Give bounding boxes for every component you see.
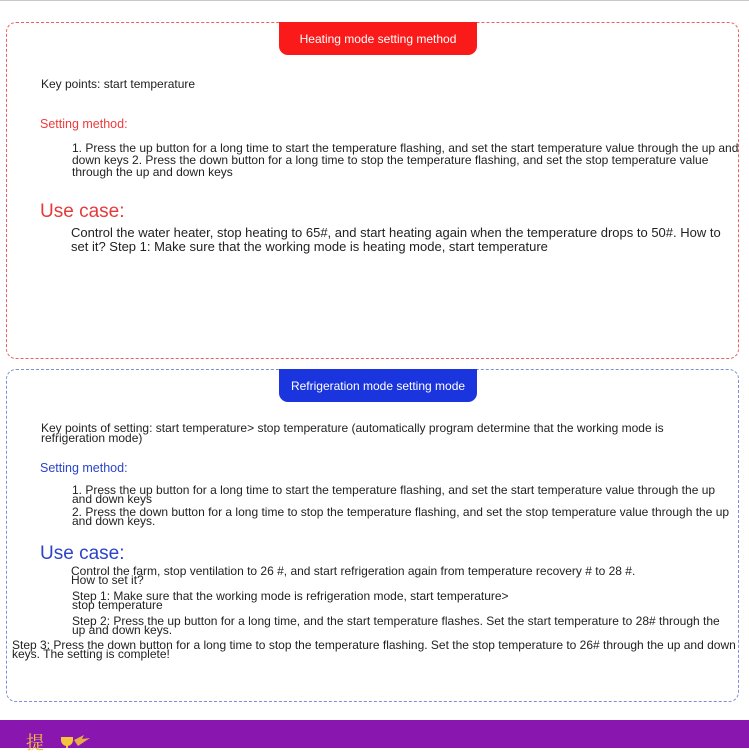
trophy-icon (58, 734, 92, 748)
refrigeration-key-points: Key points of setting: start temperature> stop temperature (automatically program determine that the working mode is refrigeration mode) (41, 421, 664, 445)
refrigeration-case-step-3: Step 3: Press the down button for a long time to stop the temperature flashing. Set the stop temperature to 26# through the up and down keys. The setting is complete! (12, 638, 736, 661)
refrigeration-mode-panel (6, 369, 739, 702)
heating-setting-method-label: Setting method: (40, 117, 128, 131)
heating-use-case-text: Control the water heater, stop heating to 65#, and start heating again when the temperature drops to 50#. How to set it? Step 1: Make sure that the working mode is heating mode, start temperature (71, 225, 721, 254)
bottom-bar-glyph: 提 (26, 733, 44, 754)
refrigeration-setting-method-label: Setting method: (40, 461, 128, 475)
refrigeration-mode-title-pill[interactable] (279, 369, 477, 402)
refrigeration-case-step-2: Step 2: Press the up button for a long time, and the start temperature flashes. Set the start temperature to 28# through the up and down keys. (72, 614, 720, 637)
top-divider (0, 0, 749, 1)
heating-use-case-label: Use case: (40, 201, 125, 222)
refrigeration-setting-step-1: 1. Press the up button for a long time to start the temperature flashing, and set the start temperature value through the up and down keys (72, 483, 716, 506)
refrigeration-setting-step-2: 2. Press the down button for a long time to stop the temperature flashing, and set the stop temperature value through the up and down keys. (72, 505, 730, 528)
heating-key-points: Key points: start temperature (41, 77, 196, 91)
heating-mode-title-pill[interactable] (279, 22, 477, 55)
refrigeration-use-case-label: Use case: (40, 543, 125, 564)
refrigeration-mode-title: Refrigeration mode setting mode (290, 378, 466, 393)
refrigeration-case-step-1: Step 1: Make sure that the working mode is refrigeration mode, start temperature> stop temperature (72, 589, 509, 612)
heating-setting-method-text: 1. Press the up button for a long time to start the temperature flashing, and set the start temperature value through the up and down keys 2. Press the down button for a long time to stop the temperature flashing, and set the stop temperature value through the up and down keys (72, 141, 739, 179)
bottom-bar (0, 720, 749, 754)
heating-mode-panel (6, 22, 739, 359)
refrigeration-case-intro: Control the farm, stop ventilation to 26 #, and start refrigeration again from temperature recovery # to 28 #. How to set it? (71, 564, 636, 587)
heating-mode-title: Heating mode setting method (299, 31, 457, 46)
